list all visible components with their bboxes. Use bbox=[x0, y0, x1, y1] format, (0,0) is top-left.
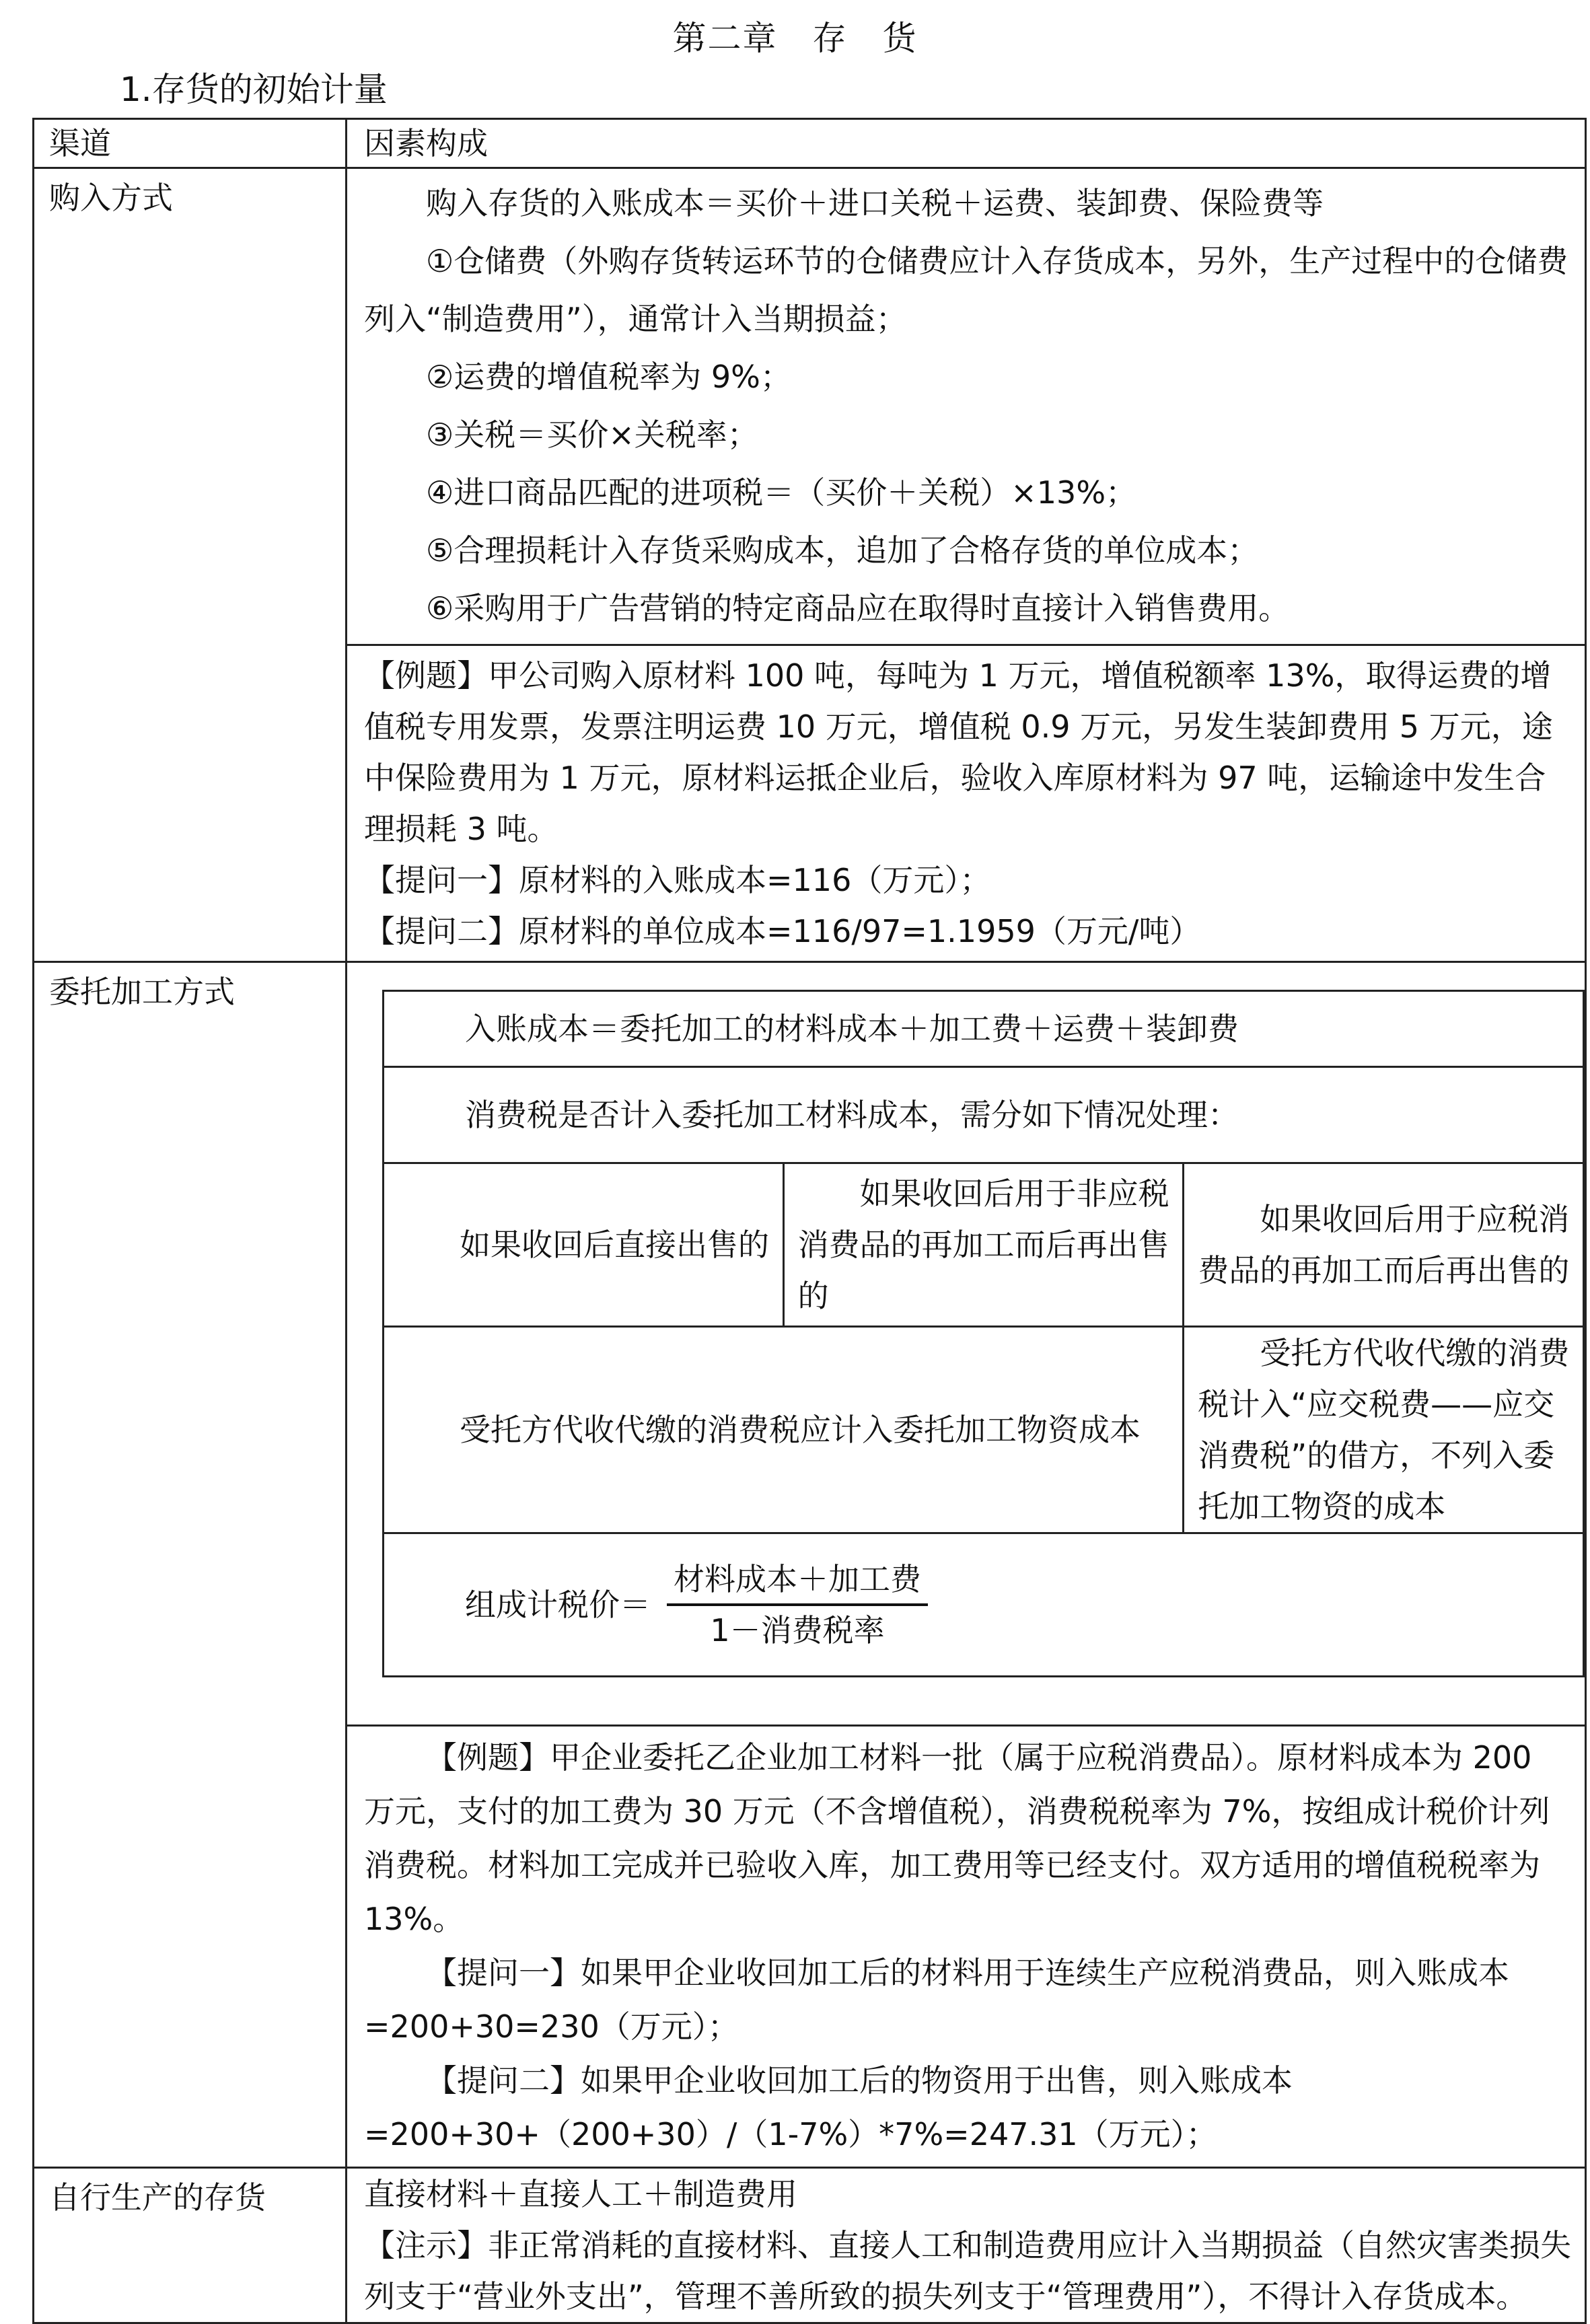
purchase-note-4: ④进口商品匹配的进项税＝（买价＋关税）×13%； bbox=[426, 474, 1137, 511]
consumption-tax-table bbox=[382, 990, 1585, 1677]
nested-row-formula bbox=[384, 991, 1584, 1067]
nested-row-composite-price bbox=[384, 1533, 1584, 1677]
table-row-purchase bbox=[34, 168, 1586, 962]
self-produced-formula: 直接材料＋直接人工＋制造费用 bbox=[364, 2176, 797, 2212]
purchase-example bbox=[347, 644, 1585, 961]
nested-row-intro bbox=[384, 1067, 1584, 1163]
purchase-note-3: ③关税＝买价×关税率； bbox=[426, 416, 758, 453]
purchase-note-2: ②运费的增值税率为 9%； bbox=[426, 359, 791, 395]
purchase-note-6: ⑥采购用于广告营销的特定商品应在取得时直接计入销售费用。 bbox=[426, 590, 1290, 626]
fraction bbox=[667, 1558, 928, 1652]
header-channel: 渠道 bbox=[34, 119, 347, 168]
purchase-example-ask1: 【提问一】原材料的入账成本=116（万元）； bbox=[364, 862, 991, 898]
purchase-note-5: ⑤合理损耗计入存货采购成本，追加了合格存货的单位成本； bbox=[426, 532, 1259, 569]
case-non-taxable-reprocess: 如果收回后用于非应税消费品的再加工而后再出售的 bbox=[783, 1163, 1184, 1327]
fraction-denominator: 1－消费税率 bbox=[710, 1612, 885, 1648]
section-heading: 1.存货的初始计量 bbox=[120, 70, 388, 109]
purchase-rules bbox=[364, 169, 1573, 644]
factors-self-produced bbox=[347, 2168, 1586, 2323]
table-row-delegated bbox=[34, 962, 1586, 2168]
consumption-tax-intro: 消费税是否计入委托加工材料成本，需分如下情况处理： bbox=[384, 1067, 1584, 1163]
case-taxable-reprocess: 如果收回后用于应税消费品的再加工而后再出售的 bbox=[1184, 1163, 1584, 1327]
channel-self-produced: 自行生产的存货 bbox=[34, 2168, 347, 2323]
purchase-example-question: 【例题】甲公司购入原材料 100 吨，每吨为 1 万元，增值税额率 13%，取得运费的增值税专用发票，发票注明运费 10 万元，增值税 0.9 万元，另发生装卸费用 5 万元，途中保险费用为 1 万元，原材料运抵企业后，验收入库原材料为 97 吨，运输途中发生合理损耗 3 吨。 bbox=[364, 657, 1553, 847]
delegated-nested-wrap bbox=[347, 963, 1585, 1724]
channel-delegated: 委托加工方式 bbox=[34, 962, 347, 2168]
composite-price-label: 组成计税价＝ bbox=[465, 1587, 651, 1623]
chapter-title: 第二章 存 货 bbox=[672, 19, 918, 58]
nested-row-cases bbox=[384, 1163, 1584, 1327]
table-header-row bbox=[34, 119, 1586, 168]
purchase-formula: 购入存货的入账成本＝买价＋进口关税＋运费、装卸费、保险费等 bbox=[426, 185, 1324, 221]
delegated-example-ask2: 【提问二】如果甲企业收回加工后的物资用于出售，则入账成本=200+30+（200+30）/（1-7%）*7%=247.31（万元）； bbox=[364, 2062, 1293, 2152]
self-produced-note: 【注示】非正常消耗的直接材料、直接人工和制造费用应计入当期损益（自然灾害类损失列支于“营业外支出”，管理不善所致的损失列支于“管理费用”），不得计入存货成本。 bbox=[364, 2227, 1571, 2315]
header-factors: 因素构成 bbox=[347, 119, 1586, 168]
delegated-formula: 入账成本＝委托加工的材料成本＋加工费＋运费＋装卸费 bbox=[384, 991, 1584, 1067]
treatment-exclude-from-cost: 受托方代收代缴的消费税计入“应交税费——应交消费税”的借方，不列入委托加工物资的成本 bbox=[1184, 1327, 1584, 1533]
fraction-numerator: 材料成本＋加工费 bbox=[674, 1561, 921, 1597]
delegated-example-question: 【例题】甲企业委托乙企业加工材料一批（属于应税消费品）。原材料成本为 200 万元，支付的加工费为 30 万元（不含增值税），消费税税率为 7%，按组成计税价计列消费税。材料加工完成并已验收入库，加工费用等已经支付。双方适用的增值税税率为 13%。 bbox=[364, 1739, 1550, 1937]
factors-delegated bbox=[347, 962, 1586, 2168]
inventory-measurement-table bbox=[32, 118, 1587, 2324]
factors-purchase bbox=[347, 168, 1586, 962]
table-row-self-produced bbox=[34, 2168, 1586, 2323]
purchase-note-1: ①仓储费（外购存货转运环节的仓储费应计入存货成本，另外，生产过程中的仓储费列入“制造费用”），通常计入当期损益； bbox=[364, 243, 1568, 337]
composite-price-cell bbox=[384, 1533, 1584, 1677]
case-direct-sale: 如果收回后直接出售的 bbox=[384, 1163, 784, 1327]
purchase-example-ask2: 【提问二】原材料的单位成本=116/97=1.1959（万元/吨） bbox=[364, 913, 1201, 949]
composite-price-formula bbox=[465, 1558, 928, 1652]
delegated-example bbox=[347, 1724, 1585, 2167]
treatment-include-in-cost: 受托方代收代缴的消费税应计入委托加工物资成本 bbox=[384, 1327, 1184, 1533]
delegated-example-ask1: 【提问一】如果甲企业收回加工后的材料用于连续生产应税消费品，则入账成本=200+30=230（万元）； bbox=[364, 1955, 1509, 2045]
channel-purchase: 购入方式 bbox=[34, 168, 347, 962]
nested-row-treatments bbox=[384, 1327, 1584, 1533]
